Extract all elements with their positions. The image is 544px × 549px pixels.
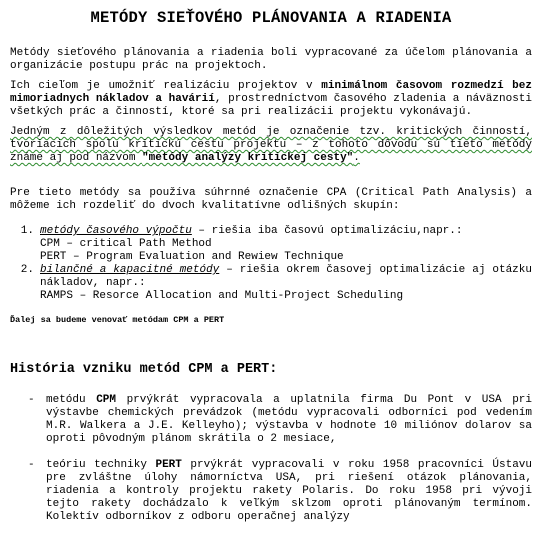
history-heading: História vzniku metód CPM a PERT:: [10, 362, 278, 377]
bullet-dash: -: [28, 394, 35, 406]
list-number: 1.: [20, 225, 34, 237]
history-item: [10, 459, 532, 524]
paragraph-goal: [10, 80, 532, 119]
sub-item: CPM – critical Path Method: [40, 238, 212, 250]
history-item: [10, 394, 532, 446]
critical-text-1: Jedným z dôležitých výsledkov metód je označenie tzv. kritických činností, tvoriacich spolu kritickú cestu projektu – z tohoto dôvodu sú tieto metódy známe aj pod názvom: [10, 126, 532, 164]
paragraph-cpa: Pre tieto metódy sa používa súhrnné označenie CPA (Critical Path Analysis) a môžeme ich rozdeliť do dvoch kvalitatívne odlišných skupín:: [10, 187, 532, 212]
list-term: bilančné a kapacitné metódy: [40, 264, 220, 276]
history-text: [46, 394, 532, 446]
bullet-dash: -: [28, 459, 35, 471]
paragraph-intro: Metódy sieťového plánovania a riadenia boli vypracované za účelom plánovania a organizácie postupu prác na projektoch.: [10, 47, 532, 72]
history-text-b: prvýkrát vypracovali v roku 1958 pracovníci Ústavu pre zvláštne úlohy námorníctva USA, pri riešení otázok plánovania, riadenia a kontroly projektu rakety Polaris. Do roku 1958 pri vývoji tejto rakety dochádzalo k veľkým sklzom oproti plánovaným termínom. Kolektív odborníkov z odboru operačnej analýzy: [46, 459, 532, 523]
sub-item: RAMPS – Resorce Allocation and Multi-Project Scheduling: [40, 290, 404, 302]
list-body: [40, 264, 532, 290]
paragraph-critical-path: [10, 126, 532, 165]
document-title: METÓDY SIEŤOVÉHO PLÁNOVANIA A RIADENIA: [90, 9, 452, 27]
history-bold: PERT: [155, 459, 182, 471]
goal-text-2: , prostredníctvom časového zladenia a náväznosti všetkých prác a činností, ktoré sa pri realizácii projektu vykonávajú.: [10, 93, 532, 118]
critical-bold: "metódy analýzy kritickej cesty": [142, 152, 354, 164]
history-list: [10, 394, 532, 524]
list-term: metódy časového výpočtu: [40, 225, 192, 237]
method-groups-list: [10, 225, 532, 303]
history-text: [46, 459, 532, 524]
list-rest: – riešia iba časovú optimalizáciu,napr.:: [191, 225, 463, 237]
goal-bold: minimálnom časovom rozmedzí bez mimoriadnych nákladov a havárií: [10, 80, 532, 105]
goal-text-1: Ich cieľom je umožniť realizáciu projektov v: [10, 80, 322, 92]
small-note: Ďalej sa budeme venovať metódam CPM a PERT: [10, 315, 225, 325]
list-number: 2.: [20, 264, 34, 276]
history-bold: CPM: [96, 394, 116, 406]
history-text-b: prvýkrát vypracovala a uplatnila firma Du Pont v USA pri výstavbe chemických prevádzok (metódu vypracovali odborníci pod vedením M.R. Walkera a J.E. Kelleyho); výstavba v hodnote 10 miliónov dolarov sa oproti pôvodným plánom skrátila o 2 mesiace,: [46, 394, 532, 445]
list-body: [40, 225, 532, 238]
list-item: [10, 225, 532, 238]
history-text-a: metódu: [46, 394, 97, 406]
document-page: [0, 9, 544, 549]
history-text-a: teóriu techniky: [46, 459, 156, 471]
list-item: [10, 264, 532, 290]
sub-item: PERT – Program Evaluation and Rewiew Technique: [40, 251, 344, 263]
list-rest: – riešia okrem časovej optimalizácie aj otázku nákladov, napr.:: [40, 264, 532, 289]
critical-text-2: .: [353, 152, 360, 164]
